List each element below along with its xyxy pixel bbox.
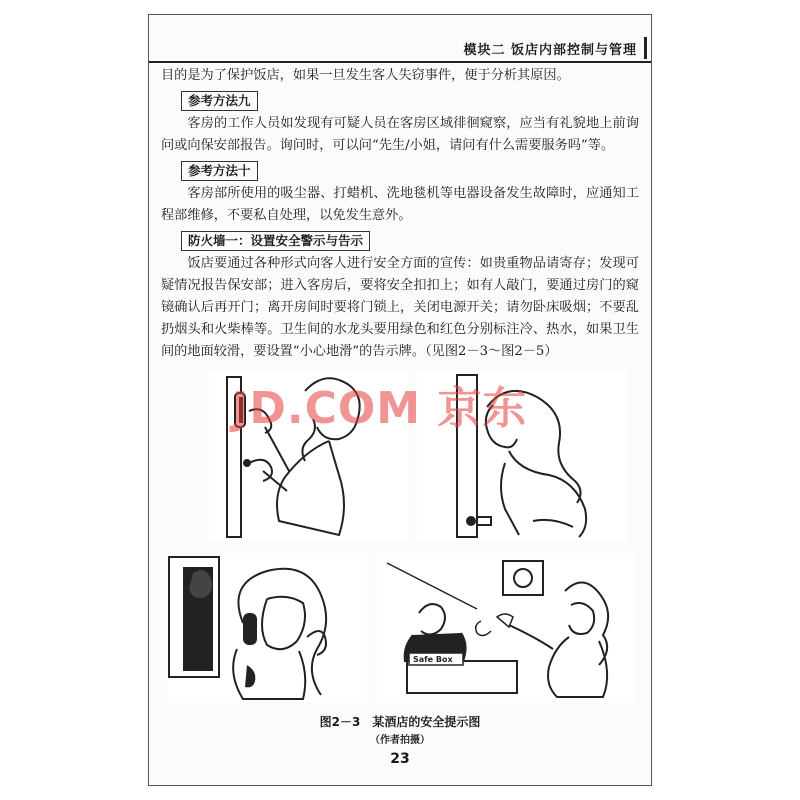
book-page (148, 14, 652, 786)
phone-call-illustration (167, 553, 367, 703)
safety-illustration-figure (167, 371, 635, 706)
page-number: 23 (390, 751, 410, 767)
body-text (161, 65, 639, 363)
header-bar (644, 37, 647, 59)
safe-box-label: Safe Box (413, 655, 453, 664)
figure-credit: （作者拍摄） (370, 735, 430, 746)
figure-caption: 图2－3 某酒店的安全提示图 (319, 715, 481, 729)
paragraph-firewall-1: 饭店要通过各种形式向客人进行安全方面的宣传：如贵重物品请寄存；发现可疑情况报告保安部；进入客房后，要将安全扣扣上；如有人敲门，要通过房门的窥镜确认后再开门；离开房间时要将门锁上，关闭电源开关；请勿卧床吸烟；不要乱扔烟头和火柴棒等。卫生间的水龙头要用绿色和红色分别标注冷、热水，如果卫生间的地面较滑，要设置“小心地滑”的告示牌。（见图2－3～图2－5） (161, 256, 639, 359)
header-title: 模块二 饭店内部控制与管理 (463, 43, 637, 58)
jd-watermark: JD.COM 京东 (232, 383, 528, 434)
running-header (149, 35, 651, 63)
peephole-illustration (417, 371, 627, 541)
section-heading-method-9: 参考方法九 (181, 91, 258, 111)
section-heading-firewall-1: 防火墙一：设置安全警示与告示 (181, 231, 370, 251)
safe-box-illustration (377, 553, 635, 703)
paragraph-intro: 目的是为了保护饭店，如果一旦发生客人失窃事件，便于分析其原因。 (161, 68, 570, 83)
paragraph-method-10: 客房部所使用的吸尘器、打蜡机、洗地毯机等电器设备发生故障时，应通知工程部维修，不要私自处理，以免发生意外。 (161, 186, 639, 223)
door-lock-illustration (209, 371, 409, 541)
section-heading-method-10: 参考方法十 (181, 161, 258, 181)
paragraph-method-9: 客房的工作人员如发现有可疑人员在客房区域徘徊窥察，应当有礼貌地上前询问或向保安部报告。询问时，可以问“先生/小姐，请问有什么需要服务吗”等。 (161, 116, 639, 153)
